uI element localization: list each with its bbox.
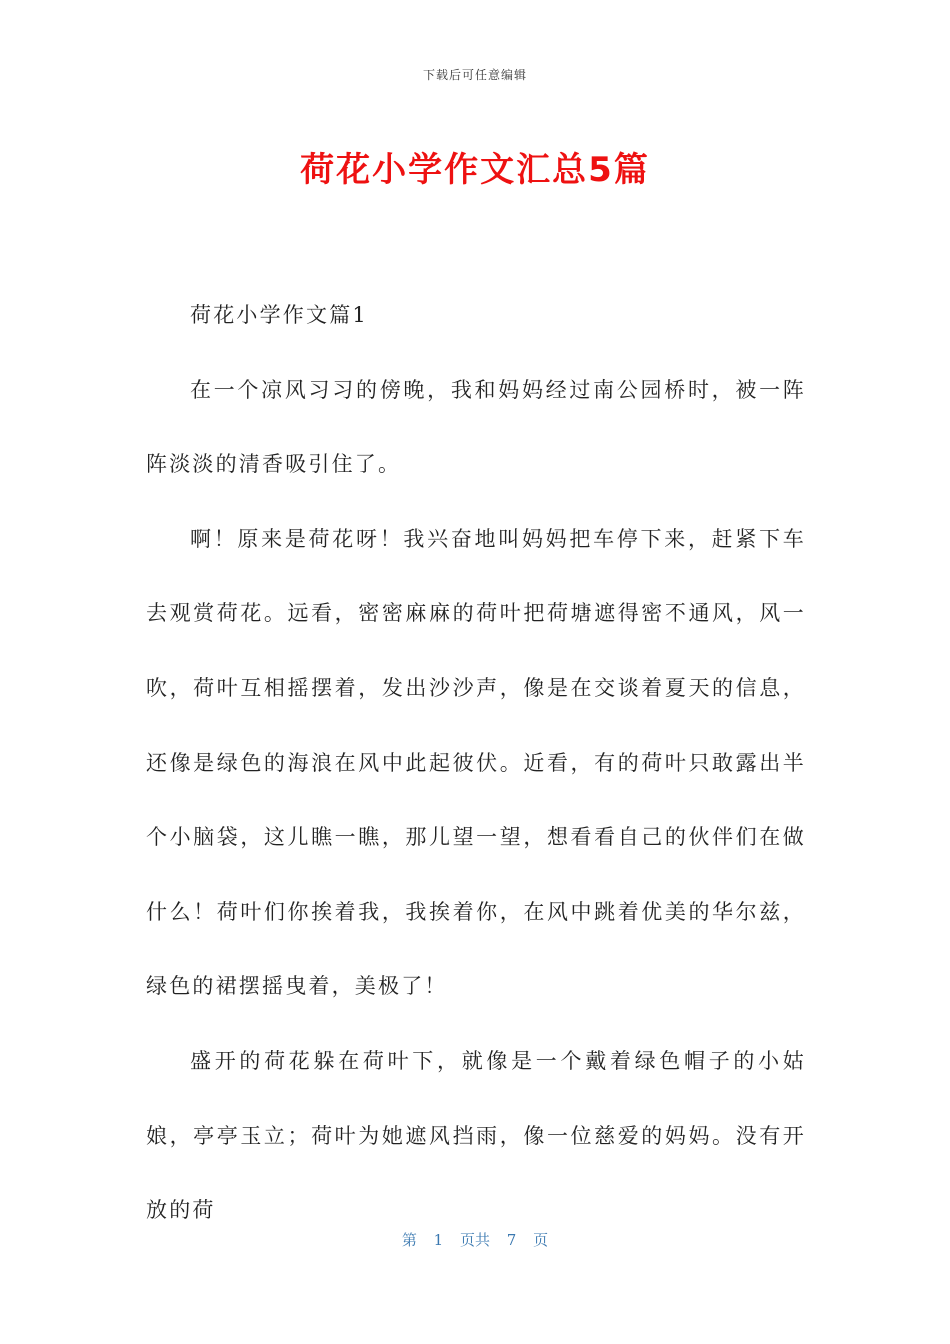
page-footer (0, 1229, 950, 1250)
paragraph: 盛开的荷花躲在荷叶下，就像是一个戴着绿色帽子的小姑娘，亭亭玉立；荷叶为她遮风挡雨，像一位慈爱的妈妈。没有开放的荷 (146, 1048, 806, 1223)
section-heading: 荷花小学作文篇1 (190, 303, 368, 327)
footer-suffix: 页 (533, 1231, 549, 1249)
header-note: 下载后可任意编辑 (422, 68, 527, 82)
footer-prefix: 第 (401, 1231, 417, 1249)
footer-middle: 页共 (459, 1231, 490, 1249)
footer-total-pages: 7 (506, 1231, 517, 1249)
paragraph: 啊！原来是荷花呀！我兴奋地叫妈妈把车停下来，赶紧下车去观赏荷花。远看，密密麻麻的荷叶把荷塘遮得密不通风，风一吹，荷叶互相摇摆着，发出沙沙声，像是在交谈着夏天的信息，还像是绿色的海浪在风中此起彼伏。近看，有的荷叶只敢露出半个小脑袋，这儿瞧一瞧，那儿望一望，想看看自己的伙伴们在做什么！荷叶们你挨着我，我挨着你，在风中跳着优美的华尔兹，绿色的裙摆摇曳着，美极了！ (146, 526, 806, 999)
footer-current-page: 1 (433, 1231, 444, 1249)
document-body (146, 278, 806, 1248)
document-title: 荷花小学作文汇总5篇 (300, 150, 650, 190)
paragraph: 在一个凉风习习的傍晚，我和妈妈经过南公园桥时，被一阵阵淡淡的清香吸引住了。 (146, 377, 806, 477)
